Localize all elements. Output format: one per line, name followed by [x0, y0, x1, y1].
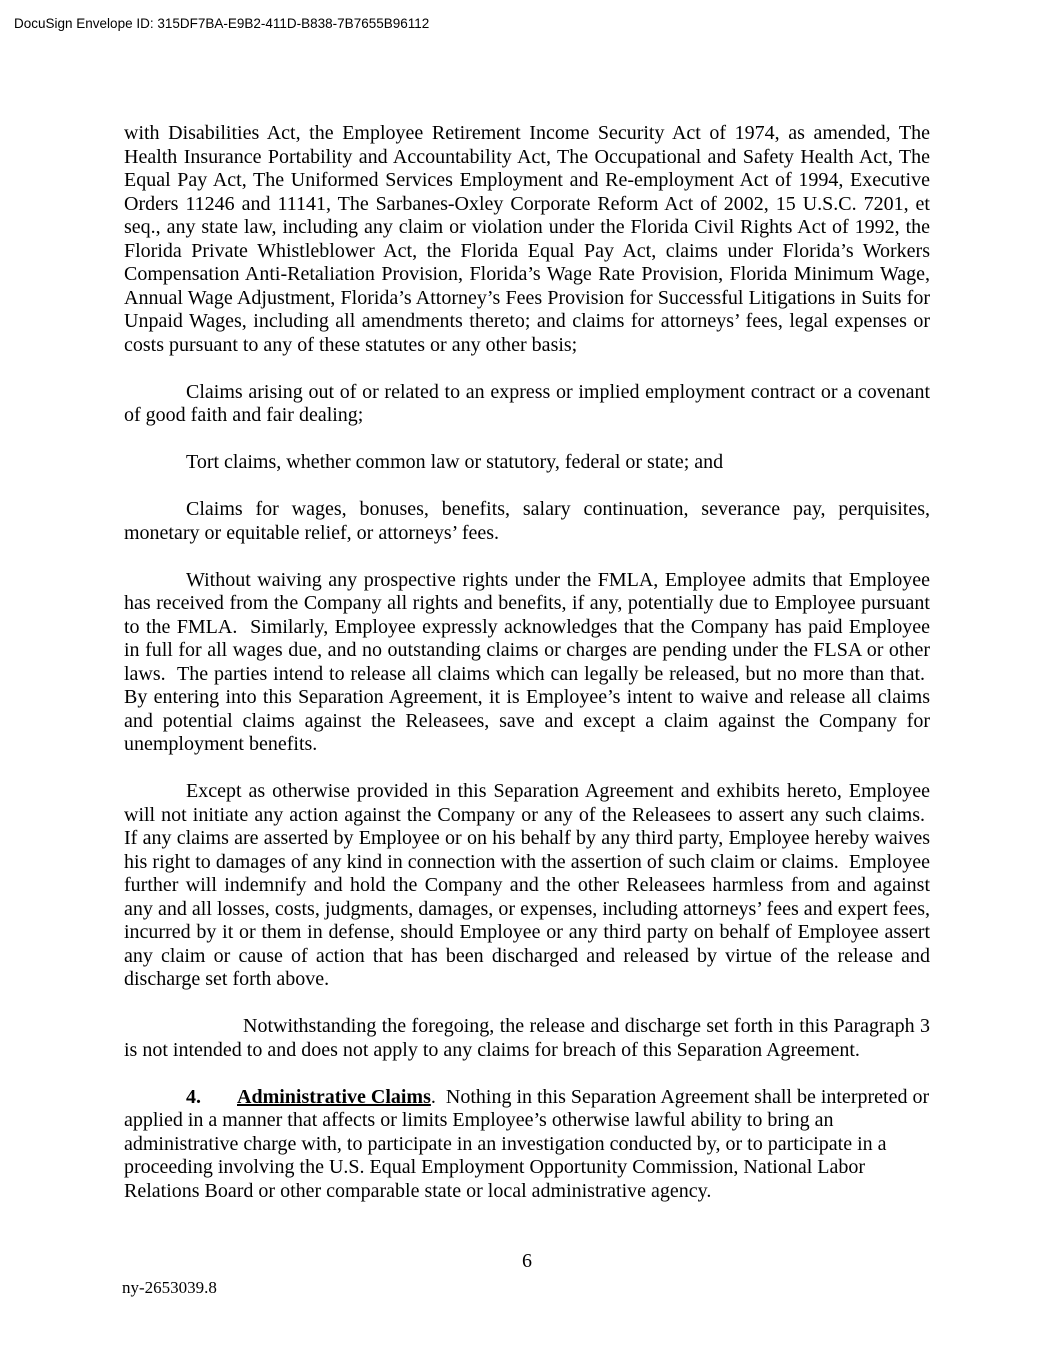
text-run: Claims for wages, bonuses, benefits, salary continuation, severance pay, perquisites, monetary or equitable relief, or attorneys’ fees.	[124, 498, 930, 544]
text-run: Notwithstanding the foregoing, the release and discharge set forth in this Paragraph 3 is not intended to and does not apply to any claims for breach of this Separation Agreement.	[124, 1015, 930, 1061]
text-run: with Disabilities Act, the Employee Retirement Income Security Act of 1974, as amended, The Health Insurance Portability and Accountability Act, The Occupational and Safety Health Act, The Equal Pay Act, The Uniformed Services Employment and Re-employment Act of 1994, Executive Orders 11246 and 11141, The Sarbanes-Oxley Corporate Reform Act of 2002, 15 U.S.C. 7201, et seq., any state law, including any claim or violation under the Florida Civil Rights Act of 1992, the Florida Private Whistleblower Act, the Florida Equal Pay Act, claims under Florida’s Workers Compensation Anti-Retaliation Provision, Florida’s Wage Rate Provision, Florida Minimum Wage, Annual Wage Adjustment, Florida’s Attorney’s Fees Provision for Successful Litigations in Suits for Unpaid Wages, including all amendments thereto; and claims for attorneys’ fees, legal expenses or costs pursuant to any of these statutes or any other basis;	[124, 122, 930, 356]
paragraph	[124, 569, 930, 757]
paragraph	[124, 381, 930, 428]
text-run: 4.	[186, 1085, 201, 1108]
docusign-envelope-id: DocuSign Envelope ID: 315DF7BA-E9B2-411D-B838-7B7655B96112	[14, 16, 430, 31]
text-run: Without waiving any prospective rights under the FMLA, Employee admits that Employee has received from the Company all rights and benefits, if any, potentially due to Employee pursuant to the FMLA. Similarly, Employee expressly acknowledges that the Company has paid Employee in full for all wages due, and no outstanding claims or charges are pending under the FLSA or other laws. The parties intend to release all claims which can legally be released, but no more than that. By entering into this Separation Agreement, it is Employee’s intent to waive and release all claims and potential claims against the Releasees, save and except a claim against the Company for unemployment benefits.	[124, 568, 930, 755]
paragraph	[124, 1086, 930, 1204]
text-run: Tort claims, whether common law or statutory, federal or state; and	[186, 451, 724, 473]
text-run: Claims arising out of or related to an express or implied employment contract or a covenant of good faith and fair dealing;	[124, 380, 930, 426]
paragraph	[124, 780, 930, 992]
document-body	[124, 122, 930, 1227]
text-run: Administrative Claims	[237, 1085, 431, 1108]
paragraph	[124, 498, 930, 545]
text-run: Except as otherwise provided in this Separation Agreement and exhibits hereto, Employee will not initiate any action against the Company or any of the Releasees to assert any such claims. If any claims are asserted by Employee or on his behalf by any third party, Employee hereby waives his right to damages of any kind in connection with the assertion of such claim or claims. Employee further will indemnify and hold the Company and the other Releasees harmless from and against any and all losses, costs, judgments, damages, or expenses, including attorneys’ fees and expert fees, incurred by it or them in defense, should Employee or any third party on behalf of Employee assert any claim or cause of action that has been discharged and released by virtue of the release and discharge set forth above.	[124, 780, 930, 990]
paragraph	[124, 451, 930, 475]
document-reference-number: ny-2653039.8	[122, 1278, 217, 1297]
paragraph	[124, 122, 930, 357]
text-run: . Nothing in this Separation Agreement shall be interpreted or applied in a manner that affects or limits Employee’s otherwise lawful ability to bring an administrative charge with, to participate in an investigation conducted by, or to participate in a proceeding involving the U.S. Equal Employment Opportunity Commission, National Labor Relations Board or other comparable state or local administrative agency.	[124, 1085, 930, 1202]
paragraph	[124, 1015, 930, 1062]
page-number: 6	[522, 1250, 532, 1272]
